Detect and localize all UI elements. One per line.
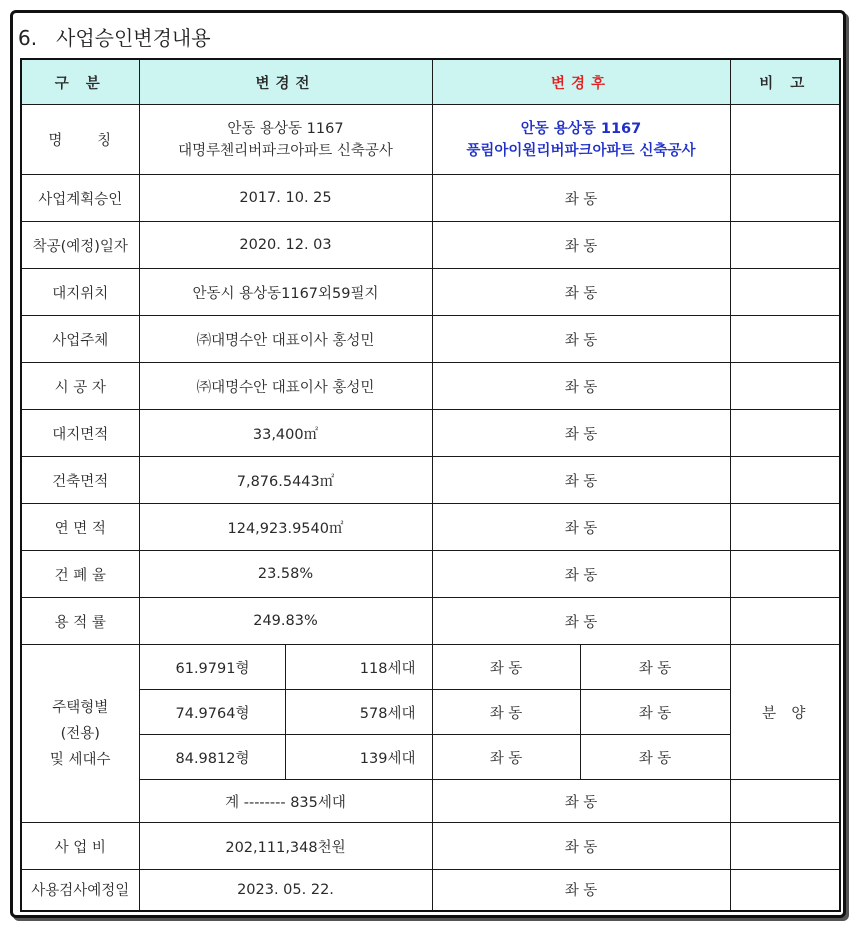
remark-builder: [730, 363, 840, 410]
before-name-line1: 안동 용상동 1167: [227, 120, 344, 137]
header-before: 변경전: [139, 59, 432, 105]
label-owner: 사업주체: [21, 316, 139, 363]
row-builder: [21, 363, 840, 410]
remark-location: [730, 269, 840, 316]
row-coverage: [21, 551, 840, 598]
after-approval: 좌 동: [432, 175, 730, 222]
before-name: [139, 105, 432, 175]
label-floor-area: 연 면 적: [21, 504, 139, 551]
remark-far: [730, 598, 840, 645]
after-inspection: 좌 동: [432, 870, 730, 911]
before-location: 안동시 용상동1167외59필지: [139, 269, 432, 316]
housing-after-type: 좌 동: [432, 735, 580, 780]
remark-start: [730, 222, 840, 269]
label-site-area: 대지면적: [21, 410, 139, 457]
row-owner: [21, 316, 840, 363]
after-coverage: 좌 동: [432, 551, 730, 598]
label-inspection: 사용검사예정일: [21, 870, 139, 911]
label-coverage: 건 폐 율: [21, 551, 139, 598]
remark-coverage: [730, 551, 840, 598]
before-owner: ㈜대명수안 대표이사 홍성민: [139, 316, 432, 363]
row-cost: [21, 823, 840, 870]
after-name: [432, 105, 730, 175]
change-table: [20, 58, 841, 912]
label-far: 용 적 률: [21, 598, 139, 645]
label-cost: 사 업 비: [21, 823, 139, 870]
housing-remark: 분 양: [730, 645, 840, 780]
before-far: 249.83%: [139, 598, 432, 645]
header-remarks: 비 고: [730, 59, 840, 105]
housing-after-units: 좌 동: [580, 645, 730, 690]
after-name-line1: 안동 용상동 1167: [520, 120, 642, 137]
after-site-area: 좌 동: [432, 410, 730, 457]
label-location: 대지위치: [21, 269, 139, 316]
housing-type: 74.9764형: [139, 690, 285, 735]
label-builder: 시 공 자: [21, 363, 139, 410]
row-start: [21, 222, 840, 269]
housing-after-units: 좌 동: [580, 690, 730, 735]
label-housing-line2: (전용): [60, 725, 100, 742]
label-approval: 사업계획승인: [21, 175, 139, 222]
remark-name: [730, 105, 840, 175]
remark-inspection: [730, 870, 840, 911]
before-approval: 2017. 10. 25: [139, 175, 432, 222]
housing-type: 84.9812형: [139, 735, 285, 780]
header-after: 변경후: [432, 59, 730, 105]
after-floor-area: 좌 동: [432, 504, 730, 551]
after-start: 좌 동: [432, 222, 730, 269]
housing-units: 578세대: [285, 690, 432, 735]
row-housing-total: [21, 780, 840, 823]
housing-after-type: 좌 동: [432, 645, 580, 690]
label-housing-line3: 및 세대수: [49, 751, 111, 768]
section-heading: 사업승인변경내용: [56, 26, 211, 50]
housing-after-type: 좌 동: [432, 690, 580, 735]
after-far: 좌 동: [432, 598, 730, 645]
row-approval: [21, 175, 840, 222]
remark-cost: [730, 823, 840, 870]
row-building-area: [21, 457, 840, 504]
row-housing-1: [21, 645, 840, 690]
housing-type: 61.9791형: [139, 645, 285, 690]
after-name-line2: 풍림아이원리버파크아파트 신축공사: [466, 142, 696, 159]
row-inspection: [21, 870, 840, 911]
row-location: [21, 269, 840, 316]
before-inspection: 2023. 05. 22.: [139, 870, 432, 911]
row-housing-3: [21, 735, 840, 780]
before-builder: ㈜대명수안 대표이사 홍성민: [139, 363, 432, 410]
label-housing-line1: 주택형별: [52, 699, 109, 716]
before-cost: 202,111,348천원: [139, 823, 432, 870]
label-housing: [21, 645, 139, 823]
row-floor-area: [21, 504, 840, 551]
after-building-area: 좌 동: [432, 457, 730, 504]
remark-approval: [730, 175, 840, 222]
housing-total-after: 좌 동: [432, 780, 730, 823]
row-housing-2: [21, 690, 840, 735]
before-floor-area: 124,923.9540㎡: [139, 504, 432, 551]
after-cost: 좌 동: [432, 823, 730, 870]
label-name: 명 칭: [21, 105, 139, 175]
section-title: [18, 22, 211, 51]
remark-owner: [730, 316, 840, 363]
remark-floor-area: [730, 504, 840, 551]
header-row: [21, 59, 840, 105]
after-location: 좌 동: [432, 269, 730, 316]
after-builder: 좌 동: [432, 363, 730, 410]
header-category: 구 분: [21, 59, 139, 105]
housing-after-units: 좌 동: [580, 735, 730, 780]
row-site-area: [21, 410, 840, 457]
before-building-area: 7,876.5443㎡: [139, 457, 432, 504]
housing-total-remark: [730, 780, 840, 823]
before-site-area: 33,400㎡: [139, 410, 432, 457]
label-start: 착공(예정)일자: [21, 222, 139, 269]
before-coverage: 23.58%: [139, 551, 432, 598]
remark-site-area: [730, 410, 840, 457]
housing-total: 계 -------- 835세대: [139, 780, 432, 823]
section-number: 6.: [18, 26, 38, 50]
before-name-line2: 대명루첸리버파크아파트 신축공사: [178, 142, 393, 159]
before-start: 2020. 12. 03: [139, 222, 432, 269]
housing-units: 139세대: [285, 735, 432, 780]
remark-building-area: [730, 457, 840, 504]
after-owner: 좌 동: [432, 316, 730, 363]
label-building-area: 건축면적: [21, 457, 139, 504]
row-far: [21, 598, 840, 645]
housing-units: 118세대: [285, 645, 432, 690]
row-name: [21, 105, 840, 175]
